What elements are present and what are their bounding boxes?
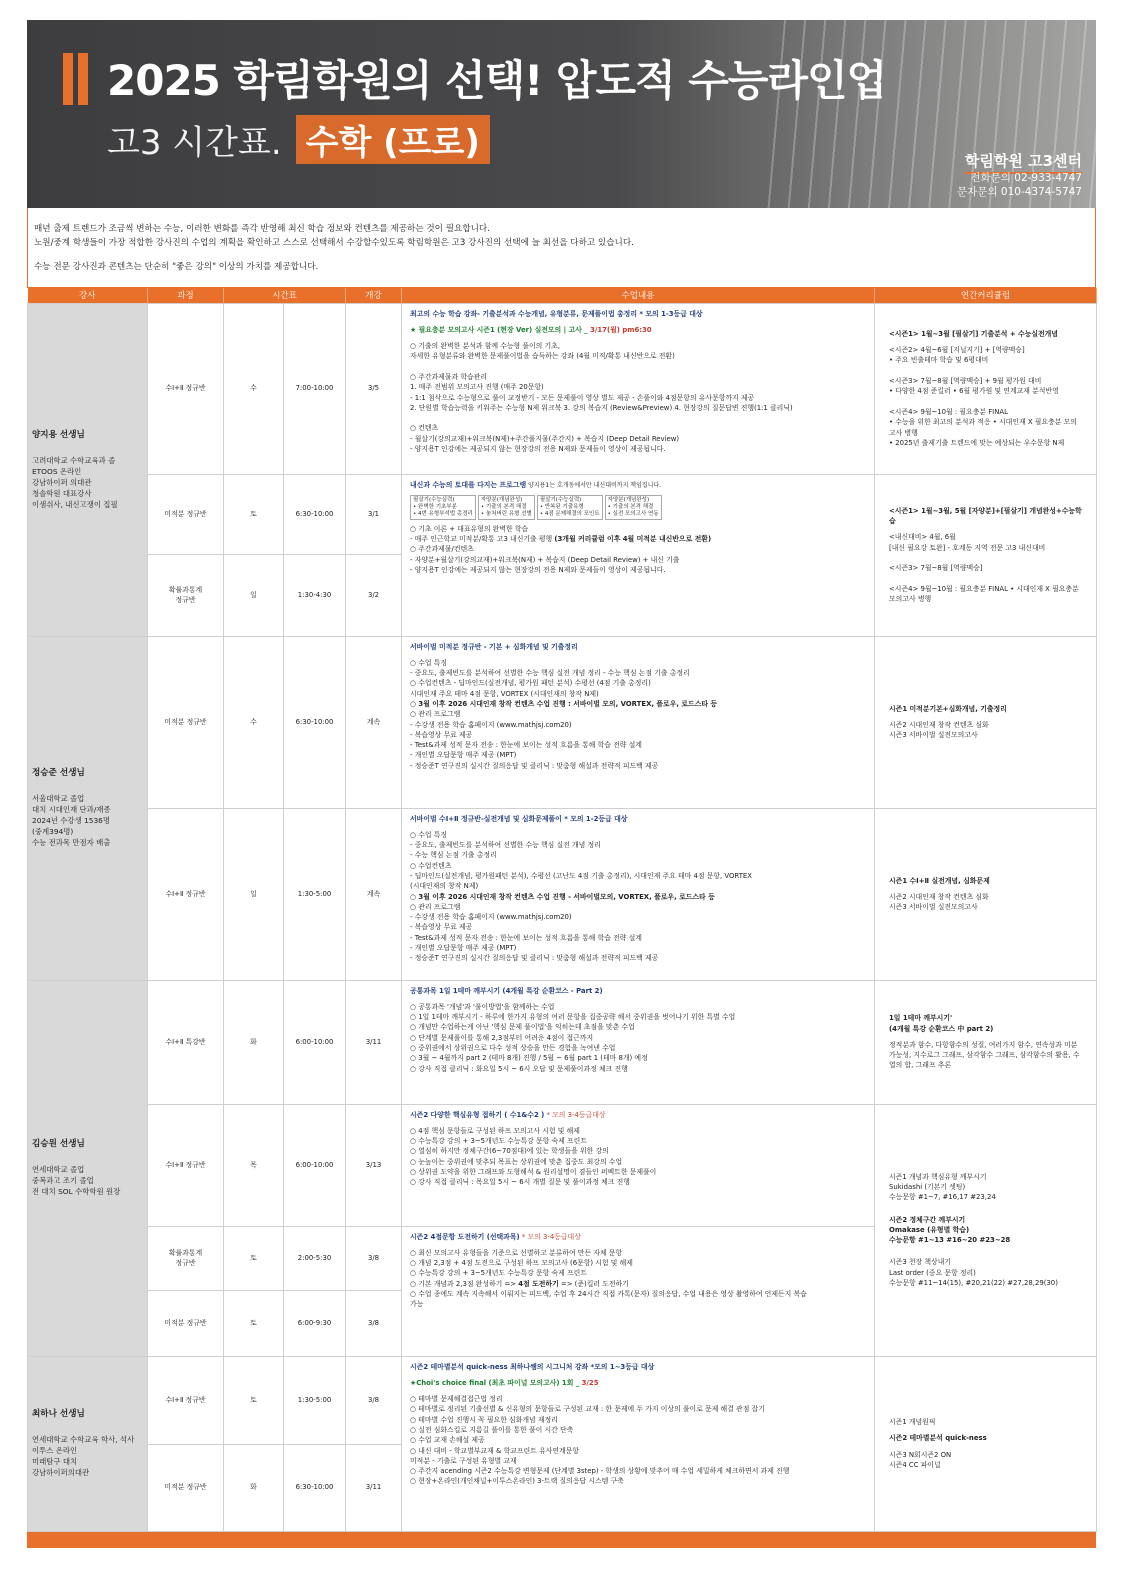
class-content	[402, 1104, 875, 1226]
course-name: 수Ⅰ+Ⅱ 정규반	[148, 1356, 224, 1444]
open-date: 3/1	[346, 474, 402, 554]
footer-bar	[27, 1532, 1096, 1548]
content-heading: 시즌2 4점문항 도전하기 (선택과목) * 모의 3-4등급대상	[410, 1232, 581, 1241]
curriculum-cell	[875, 636, 1097, 808]
teacher-name: 김승원 선생님	[32, 1139, 85, 1149]
course-name: 수Ⅰ+Ⅱ 정규반	[148, 303, 224, 474]
content-body: ○ 최신 모의고사 유형들을 기준으로 선별하고 분류하여 만든 자체 문항 ○ 개념 2,3점 + 4점 도전으로 구성된 하프 모의고사 (6문항) 시험 및 해제 ○ 수능특강 강의 + 3~5개년도 수능특강 문항 숙제 프린트 ○ 기본 개념과 2,3점 완성하기 => 4점 도전하기 => (준)킬러 도전하기 ○ 수업 종에도 계속 지속해서 이뤄지는 피드백, 수업 후 24시간 직접 카톡(문자) 질의응답, 수업 내용은 영상 촬영하여 언제든지 복습 가능	[410, 1248, 807, 1309]
curriculum-heading: <시즌1> 1월~3월 [필살기] 기출분석 + 수능실전개념	[889, 329, 1058, 338]
open-date: 계속	[346, 636, 402, 808]
content-body: ○ 수업 특징 - 중요도, 출제빈도를 분석하여 선별한 수능 핵심 실전 개념 정리 - 수능 핵심 논점 기출 총정리 ○ 수업컨텐츠 - 딥마인드(실전개념, 평가원패턴 분석), 수평선 (고난도 4점 기출 총정리), 시대인재 주요 테마 4점 문항, VORTEX (시대인재의 창작 N제)	[410, 830, 752, 891]
curriculum-heading: <시즌1> 1월~3월, 5월 [자양분]+[필살기] 개념완성+수능학습	[889, 506, 1082, 525]
sms-number: 문자문의 010-4374-5747	[957, 186, 1082, 198]
teacher-bio: 고려대학교 수학교육과 졸 ETOOS 온라인 강남하이퍼 의대관 청솔학원 대표강사 이샘쉬사, 내신고쟁이 집필	[32, 455, 118, 509]
curriculum-body: 시즌3 N회시즌2 ON 시즌4 CC 파이널	[889, 1450, 952, 1469]
content-highlight: ★ 필요충분 모의고사 시즌1 (현장 Ver) 실전모의 | 고사 _ 3/17(월) pm6:30	[410, 325, 652, 334]
schedule-table	[27, 288, 1097, 1532]
class-day: 목	[224, 1104, 284, 1226]
table-row	[28, 980, 1097, 1104]
class-time: 6:30-10:00	[284, 1444, 346, 1531]
content-heading: 최고의 수능 학습 강좌- 기출분석과 수능개념, 유형분류, 문제풀이법 총정리 * 모의 1-3등급 대상	[410, 309, 703, 318]
subtitle-label: 고3 시간표.	[107, 123, 282, 163]
class-time: 1:30-5:00	[284, 1356, 346, 1444]
content-heading: 서바이벌 수Ⅰ+Ⅱ 정규반-실전개념 및 심화문제풀이 * 모의 1-2등급 대상	[410, 814, 628, 823]
curriculum-heading: 시즌2 테마별분석 quick-ness	[889, 1434, 987, 1443]
curriculum-body: <시즌2> 4월~6월 [지닐지기] + [역량맥승] • 주요 빈출테마 학습 및 6평대비 <시즌3> 7월~8월 [역량맥승] + 9월 평가원 대비 • 다양한 4점 준킬러 • 6월 평가원 및 연계교재 분석반영 <시즌4> 9월~10월 : 필요충분 FINAL • 수능을 위한 최고의 분석과 적응 • 시대인재 X 필요충분 모의고사 병행 • 2025년 출제기출 트렌드에 맞는 예상되는 우수문항 N제	[889, 346, 1077, 447]
teacher-cell	[28, 303, 148, 636]
teacher-bio: 서울대학교 졸업 대치 시대인재 단과/재종 2024년 수강생 1536명 (중계394명) 수능 전과목 만점자 배출	[32, 794, 111, 847]
class-day: 화	[224, 980, 284, 1104]
class-day: 화	[224, 1444, 284, 1531]
course-name: 미적분 정규반	[148, 1290, 224, 1356]
curriculum-cell	[875, 1356, 1097, 1531]
phone-number: 전화문의 02-933-4747	[970, 172, 1082, 184]
contact-info	[957, 171, 1082, 199]
center-name: 학림학원 고3센터	[965, 150, 1082, 174]
class-day: 토	[224, 1226, 284, 1290]
col-teacher: 강사	[28, 288, 148, 303]
class-time: 6:00-9:30	[284, 1290, 346, 1356]
curriculum-heading: 1일 1테마 깨부시기' (4개월 특강 순환코스 中 part 2)	[889, 1014, 994, 1033]
class-content	[402, 808, 875, 980]
content-heading: 내신과 수능의 토대를 다지는 프로그램 양지용1는 호개동에서만 내신대비까지 책임집니다.	[410, 480, 662, 489]
col-content: 수업내용	[402, 288, 875, 303]
class-day: 토	[224, 1356, 284, 1444]
curriculum-cell	[875, 980, 1097, 1104]
class-content	[402, 1226, 875, 1356]
class-day: 토	[224, 1290, 284, 1356]
content-body: ○ 공통과목 '개념'과 '풀이방법'을 함께하는 수업 ○ 1일 1테마 깨부시기 - 하루에 한가지 유형의 여러 문항을 집중공략 해서 중위권을 벗어나기 위한 특별 수업 ○ 개념만 수업하는게 아닌 '핵심 문제 풀이법'을 익히는데 초점을 맞춘 수업 ○ 단계별 문제풀이를 통해 2,3점부터 어려운 4점이 접근까지 ○ 중위권에서 상위권으로 다수 성적 상승을 만든 경험을 녹여낸 수업 ○ 3월 ~ 4월까지 part 2 (테마 8개) 진행 / 5월 ~ 6월 part 1 (테마 8개) 예정 ○ 강사 직접 클리닉 : 화요일 5시 ~ 6시 오답 및 문제풀이과정 체크 진행	[410, 1002, 736, 1073]
course-name: 미적분 정규반	[148, 636, 224, 808]
class-time: 6:30-10:00	[284, 474, 346, 554]
workbook-box: 자양분(개념완성) • 기출의 본격 해결 • 놓쳐버린 유형 선별	[478, 495, 535, 520]
content-heading: 시즌2 테마별분석 quick-ness 최하나쌤의 시그니처 강좌 *모의 1~3등급 대상	[410, 1362, 655, 1371]
class-day: 토	[224, 474, 284, 554]
table-row	[28, 1104, 1097, 1226]
col-schedule: 시간표	[224, 288, 346, 303]
table-header-row	[28, 288, 1097, 303]
open-date: 3/8	[346, 1356, 402, 1444]
open-date: 3/5	[346, 303, 402, 474]
teacher-name: 양지용 선생님	[32, 429, 85, 440]
teacher-name: 최하나 선생님	[32, 1409, 85, 1419]
content-bold: ○ 3월 이후 2026 시대인재 창작 컨텐츠 수업 진행 - 서바이벌모의, VORTEX, 플로우, 로드스타 등	[410, 892, 715, 901]
content-body: ○ 관리 프로그램 - 수강생 전용 학습 홈페이지 (www.mathjsj.com20) - 복습영상 무료 제공 - Test&과제 성적 문자 전송 : 한눈에 보이는 성적 흐름을 통해 학습 전략 설계 - 개인별 오답문항 매주 제공 (MPT) - 정승준T 연구진의 실시간 질의응답 및 클리닉 : 맞춤형 해설과 전략적 피드백 제공	[410, 710, 659, 770]
page-subtitle	[107, 115, 490, 164]
teacher-name: 정승준 선생님	[32, 768, 85, 778]
content-body: ○ 4점 핵심 문항들로 구성된 하프 모의고사 시험 및 해제 ○ 수능특강 강의 + 3~5개년도 수능특강 문항 숙제 프린트 ○ 열심히 하지만 정체구간(6~70점대)에 있는 학생들을 위한 강의 ○ 눈높이는 중위권에 맞추되 목표는 상위권에 맞춘 집중도 최강의 수업 ○ 상위권 도약을 위한 그래프와 도형해석 & 원리설명이 겸들인 퍼펙트한 문제풀이 ○ 강사 직접 클리닉 : 목요일 5시 ~ 6시 개별 질문 및 풀이과정 체크 진행	[410, 1126, 657, 1187]
class-time: 2:00-5:30	[284, 1226, 346, 1290]
table-row	[28, 636, 1097, 808]
intro-line-1: 매년 출제 트렌드가 조금씩 변하는 수능, 이러한 변화를 즉각 반영해 최신 학습 정보와 컨텐츠를 제공하는 것이 필요합니다.	[34, 224, 490, 234]
teacher-cell	[28, 980, 148, 1356]
table-row	[28, 303, 1097, 474]
curriculum-cell	[875, 303, 1097, 474]
curriculum-cell	[875, 1104, 1097, 1356]
course-name: 수Ⅰ+Ⅱ 정규반	[148, 808, 224, 980]
open-date: 3/8	[346, 1290, 402, 1356]
content-heading: 서바이벌 미적분 정규반 - 기본 + 심화개념 및 기출정리	[410, 642, 578, 651]
teacher-bio: 연세대학교 졸업 중복과고 조기 졸업 전 대치 SOL 수학학원 원장	[32, 1165, 121, 1196]
accent-bars-icon	[63, 53, 89, 105]
open-date: 3/11	[346, 1444, 402, 1531]
class-time: 6:00-10:00	[284, 1104, 346, 1226]
open-date: 3/11	[346, 980, 402, 1104]
col-course: 과정	[148, 288, 224, 303]
teacher-cell	[28, 1356, 148, 1531]
class-day: 수	[224, 636, 284, 808]
col-curriculum: 연간커리큘럼	[875, 288, 1097, 303]
class-day: 일	[224, 554, 284, 636]
content-highlight: ★Choi's choice final (최초 파이널 모의고사) 1회 _ 3/25	[410, 1378, 599, 1387]
curriculum-heading: 시즌1 수Ⅰ+Ⅱ 실전개념, 심화문제	[889, 876, 990, 885]
curriculum-body: 시즌1 개념과 핵심유형 깨부시기 Sukidashi (기본기 셋팅) 수능문항 #1~7, #16,17 #23,24	[889, 1172, 996, 1202]
course-name: 미적분 정규반	[148, 474, 224, 554]
open-date: 계속	[346, 808, 402, 980]
subject-highlight: 수학 (프로)	[296, 115, 490, 164]
intro-line-2: 노원/중계 학생들이 가장 적합한 강사진의 수업의 계획을 확인하고 스스로 선택해서 수강할수있도록 학림학원은 고3 강사진의 선택에 늘 최선을 다하고 있습니다.	[34, 238, 634, 248]
workbook-box: 필살기(수능실력) • 반복된 기출유형 • 4점 문제해결의 포인트	[537, 495, 603, 520]
curriculum-body: 시즌2 시대인재 창작 컨텐츠 심화 시즌3 서바이벌 실전모의고사	[889, 720, 989, 740]
class-time: 7:00-10:00	[284, 303, 346, 474]
open-date: 3/13	[346, 1104, 402, 1226]
class-day: 일	[224, 808, 284, 980]
course-name: 확률과통계 정규반	[148, 554, 224, 636]
content-body: ○ 기출의 완벽한 분석과 함께 수능형 풀이의 기초, 자세한 유형분류와 완벽한 문제풀이법을 습득하는 강좌 (4월 미적/확통 내신반으로 전환) ○ 주간과제물과 학습관리 1. 매주 전범위 모의고사 진행 (매주 20문항) - 1:1 첨삭으로 수능형으로 풀이 교정받기 - 모든 문제풀이 영상 별도 제공 - 손풀이와 4점문항의 유사문항까지 제공 2. 단원별 학습능력을 키워주는 수능형 N제 워크북 3. 강의 복습지 (Review&Preview) 4. 현장강의 질문답변 진행(1:1 클리닉) ○ 컨텐츠 - 월살기(강의교재)+워크북(N제)+주간풀지물(주간지) + 복습지 (Deep Detail Review) - 양지용T 인강에는 제공되지 않는 현장강의 전용 N제와 문제들이 영상이 제공됩니다.	[410, 342, 793, 454]
course-name: 수Ⅰ+Ⅱ 특강반	[148, 980, 224, 1104]
workbook-table	[410, 495, 866, 520]
class-time: 6:00-10:00	[284, 980, 346, 1104]
curriculum-cell	[875, 808, 1097, 980]
curriculum-body: <내신대비> 4월, 6월 [내신 필요강 토완] - 호계동 지역 전문 고3 내신대비 <시즌3> 7월~8월 [역량맥승] <시즌4> 9월~10월 : 필요충분 FINAL • 시대인재 X 필요충분 모의고사 병행	[889, 533, 1079, 604]
hero-banner	[27, 20, 1096, 208]
content-body: ○ 수업 특징 - 중요도, 출제빈도를 분석하여 선별한 수능 핵심 실전 개념 정리 - 수능 핵심 논점 기출 총정리 ○ 수업컨텐츠 - 딥마인드(실전개념, 평가원 패턴 분석) 수평선 (4점 기출 총정리) 시대인재 주요 테마 4점 문항, VORTEX (시대인재의 창작 N제)	[410, 658, 690, 698]
page-title: 2025 학림학원의 선택! 압도적 수능라인업	[107, 56, 887, 105]
class-time: 1:30-4:30	[284, 554, 346, 636]
content-body: ○ 기초 이론 + 대표유형의 완벽한 학습 - 매주 인근학교 미적분/확통 고3 내신기출 평행 (3개월 커리큘럼 이후 4월 미적분 내신반으로 전환) ○ 주간과제물/컨텐츠 - 자양분+월살기(강의교재)+워크북(N제) + 복습지 (Deep Detail Review) + 내신 기출 - 양지용T 인강에는 제공되지 않는 현장강의 전용 N제와 문제들이 영상이 제공됩니다.	[410, 524, 712, 574]
curriculum-body: 시즌2 시대인재 창작 컨텐츠 심화 시즌3 서바이벌 실전모의고사	[889, 892, 989, 912]
class-time: 1:30-5:00	[284, 808, 346, 980]
col-open: 개강	[346, 288, 402, 303]
content-body: ○ 관리 프로그램 - 수강생 전용 학습 홈페이지 (www.mathjsj.com20) - 복습영상 무료 제공 - Test&과제 성적 문자 전송 : 한눈에 보이는 성적 흐름을 통해 학습 전략 설계 - 개인별 오답문항 매주 제공 (MPT) - 정승준T 연구진의 실시간 질의응답 및 클리닉 : 맞춤형 해설과 전략적 피드백 제공	[410, 902, 659, 963]
class-content	[402, 474, 875, 636]
class-content	[402, 636, 875, 808]
content-bold: ○ 3월 이후 2026 시대인재 창작 컨텐츠 수업 진행 : 서바이벌 모의, VORTEX, 플로우, 로드스타 등	[410, 699, 718, 708]
table-row	[28, 808, 1097, 980]
content-heading: 시즌2 다양한 핵심유형 접하기 ( 수1&수2 ) * 모의 3-4등급대상	[410, 1110, 606, 1119]
curriculum-cell	[875, 474, 1097, 636]
class-content	[402, 1356, 875, 1531]
teacher-bio: 연세대학교 수학교육 학사, 석사 이투스 온라인 미래탐구 대치 강남하이퍼의대관	[32, 1435, 135, 1477]
course-name: 미적분 정규반	[148, 1444, 224, 1531]
table-row	[28, 474, 1097, 554]
teacher-cell	[28, 636, 148, 980]
content-heading: 공통과목 1일 1테마 깨부시기 (4개월 특강 순환코스 - Part 2)	[410, 986, 603, 995]
table-row	[28, 1356, 1097, 1444]
intro-line-3: 수능 전문 강사진과 콘텐츠는 단순히 "좋은 강의" 이상의 가치를 제공합니다.	[34, 262, 319, 272]
curriculum-item: 시즌1 개념원픽	[889, 1417, 936, 1426]
open-date: 3/2	[346, 554, 402, 636]
course-name: 확률과통계 정규반	[148, 1226, 224, 1290]
class-content	[402, 980, 875, 1104]
curriculum-body: 시즌3 천장 책상내기 Last order (중요 문항 정리) 수능문항 #11~14(15), #20,21(22) #27,28,29(30)	[889, 1258, 1058, 1288]
curriculum-body: 정적분과 함수, 다항함수의 성질, 여러가지 함수, 연속성과 미분가능성, 지수로그 그래프, 삼각함수 그래프, 삼각함수의 활용, 수열의 합, 그래프 추론	[889, 1040, 1080, 1070]
class-day: 수	[224, 303, 284, 474]
content-body: ○ 테마별 문제해결접근법 정리 ○ 테마별로 정리된 기출선별 & 신유형의 문항들로 구성된 교재 : 한 문제에 두 가지 이상의 풀이로 문제 해결 관점 잡기 ○ 테마별 수업 진행시 꼭 필요한 심화개념 재정리 ○ 실전 심화스킬로 지름길 풀이를 통한 풀이 시간 단축 ○ 수업 교재 손해설 제공 ○ 내신 대비 - 학교별부교재 & 학교프린트 유사연계문항 미적분 - 기출로 구성된 유형별 교재 ○ 주간지 acending 시즌2 수능특강 변형문제 (단계별 3step) - 학생의 상황에 맞추어 매 수업 세밀하게 체크하면서 과제 진행 ○ 현장+온라인(개인채널+이투스온라인) 3-트랙 질의응답 시스템 구축	[410, 1395, 790, 1486]
open-date: 3/8	[346, 1226, 402, 1290]
workbook-box: 필살기(수능실력) • 완벽한 기초부분 • 4번 유형부석법 총정리	[410, 495, 476, 520]
course-name: 수Ⅰ+Ⅱ 정규반	[148, 1104, 224, 1226]
workbook-box: 자양분(개념완성) • 기출의 본격 해결 • 실전 모의고사 연동	[605, 495, 662, 520]
curriculum-heading: 시즌1 미적분기본+심화개념, 기출정리	[889, 704, 1007, 713]
curriculum-heading: 시즌2 정체구간 깨부시기 Omakase (유형별 학습) 수능문항 #1~13 #16~20 #23~28	[889, 1215, 1011, 1245]
class-time: 6:30-10:00	[284, 636, 346, 808]
intro-text	[27, 208, 1096, 288]
class-content	[402, 303, 875, 474]
